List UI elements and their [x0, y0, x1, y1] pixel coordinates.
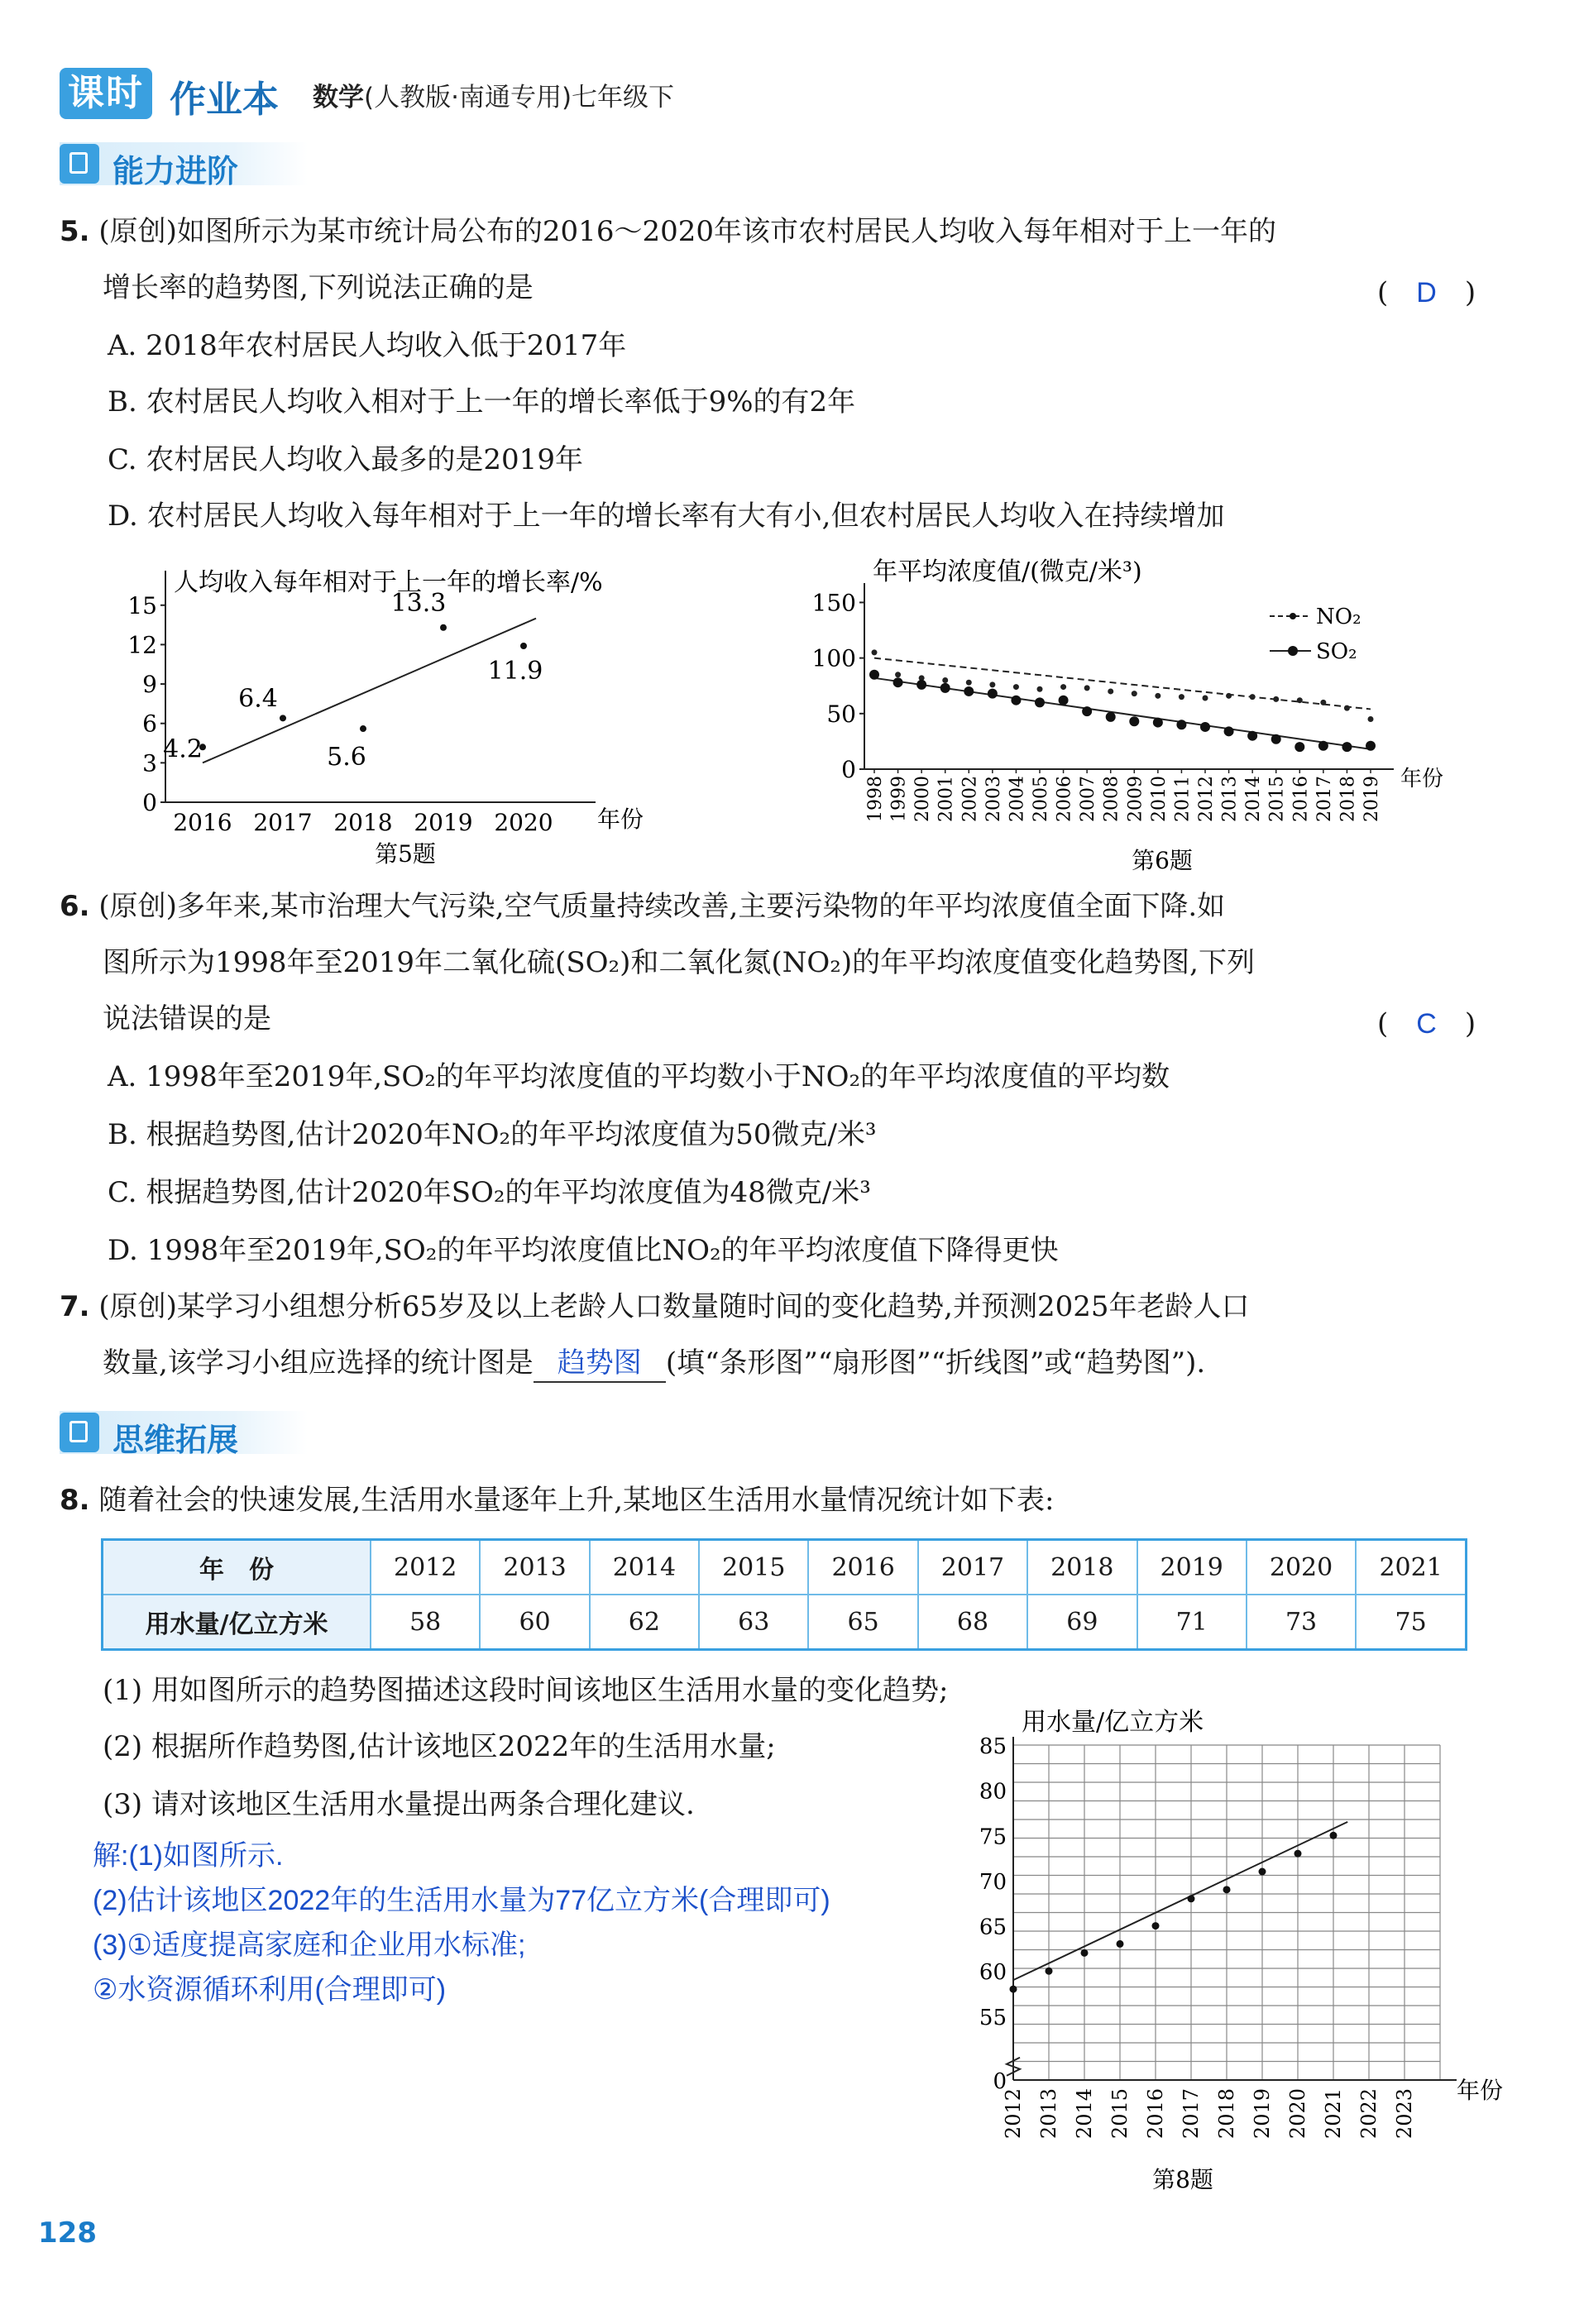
x-tick-label: 2015 [1266, 776, 1288, 822]
x-tick-label: 2012 [1196, 776, 1217, 822]
x-tick-label: 2016 [173, 809, 232, 836]
q5-option-b[interactable]: B. 农村居民人均收入相对于上一年的增长率低于9%的有2年 [108, 385, 856, 418]
data-point [1224, 726, 1234, 736]
data-point [1200, 722, 1210, 732]
chart-title: 用水量/亿立方米 [1022, 1708, 1204, 1737]
x-tick-label: 1999 [888, 776, 910, 822]
table-cell: 58 [371, 1595, 480, 1650]
y-tick-label: 9 [142, 671, 157, 699]
data-point [1046, 1968, 1053, 1975]
y-tick-label: 50 [826, 700, 856, 728]
x-tick-label: 2013 [1037, 2088, 1060, 2140]
q7-text2-pre: 数量,该学习小组应选择的统计图是 [103, 1346, 534, 1380]
subject: 数学 [313, 83, 364, 112]
table-header-value: 用水量/亿立方米 [103, 1595, 371, 1650]
x-tick-label: 2008 [1101, 776, 1122, 822]
q7-stem-line2 [103, 1345, 1205, 1383]
data-point [1176, 720, 1186, 729]
data-point [1250, 694, 1256, 700]
q5-answer: D [1416, 277, 1437, 308]
data-point [1203, 696, 1208, 701]
x-tick-label: 2001 [936, 776, 957, 822]
data-point [940, 683, 950, 693]
section-ability-label: 能力进阶 [112, 153, 239, 189]
q6-stem-line3: 说法错误的是 [103, 1002, 271, 1035]
table-row [103, 1595, 1467, 1650]
data-point [869, 670, 879, 680]
legend-marker [1288, 646, 1298, 656]
q7-stem-line1 [60, 1289, 1250, 1325]
chart-caption: 第6题 [1132, 847, 1193, 874]
data-point [1342, 742, 1352, 752]
q5-answer-box: ( D ) [1377, 276, 1476, 309]
data-point [1226, 693, 1232, 699]
data-point [895, 672, 901, 677]
logo-badge: 课时 [60, 68, 152, 119]
legend-label: SO₂ [1316, 639, 1357, 664]
data-point [1223, 1886, 1231, 1893]
x-tick-label: 2014 [1073, 2088, 1096, 2140]
data-point [1035, 697, 1045, 707]
q8-solution-2: (2)估计该地区2022年的生活用水量为77亿立方米(合理即可) [93, 1885, 830, 1916]
y-tick-label: 0 [993, 2069, 1007, 2094]
x-axis-label: 年份 [597, 806, 644, 833]
x-tick-label: 2000 [912, 776, 934, 822]
x-tick-label: 2023 [1393, 2088, 1416, 2140]
logo-title: 作业本 [170, 79, 279, 121]
chart-q5 [124, 562, 644, 877]
data-point [1294, 742, 1304, 752]
x-tick-label: 2017 [1314, 776, 1335, 822]
x-tick-label: 2002 [959, 776, 981, 822]
x-tick-label: 2017 [253, 809, 313, 836]
q6-text1: (原创)多年来,某市治理大气污染,空气质量持续改善,主要污染物的年平均浓度值全面下降.如 [98, 890, 1226, 923]
section-ability [60, 142, 308, 189]
chart-q5-group [127, 568, 644, 868]
y-tick-label: 12 [127, 631, 157, 659]
legend-label: NO₂ [1316, 605, 1361, 629]
table-cell: 2014 [590, 1540, 699, 1595]
x-tick-label: 2019 [1251, 2088, 1274, 2140]
data-point [360, 725, 366, 732]
q8-sub3: (3) 请对该地区生活用水量提出两条合理化建议. [103, 1788, 695, 1821]
q8-stem [60, 1482, 1054, 1518]
x-axis-label: 年份 [1400, 767, 1444, 791]
q5-option-a[interactable]: A. 2018年农村居民人均收入低于2017年 [108, 329, 627, 362]
chart-title: 年平均浓度值/(微克/米³) [873, 557, 1142, 586]
data-point [1152, 1922, 1160, 1929]
data-point [1179, 694, 1184, 700]
data-point [1108, 688, 1113, 694]
pencil-icon [60, 144, 99, 184]
q5-text1: (原创)如图所示为某市统计局公布的2016～2020年该市农村居民人均收入每年相对于上一年的 [98, 215, 1276, 248]
q6-option-a[interactable]: A. 1998年至2019年,SO₂的年平均浓度值的平均数小于NO₂的年平均浓度值的平均数 [108, 1060, 1170, 1093]
section-thinking-label: 思维拓展 [112, 1422, 239, 1458]
x-tick-label: 2009 [1125, 776, 1146, 822]
q5-stem-line2: 增长率的趋势图,下列说法正确的是 [103, 271, 534, 304]
data-point [1273, 696, 1279, 702]
data-point [1037, 686, 1043, 692]
chart-q8-group [979, 1708, 1503, 2193]
x-tick-label: 2018 [1215, 2088, 1238, 2140]
x-tick-label: 2019 [414, 809, 473, 836]
q7-blank[interactable] [534, 1345, 666, 1383]
table-cell: 69 [1027, 1595, 1137, 1650]
legend-marker [1290, 613, 1296, 619]
chart-title: 人均收入每年相对于上一年的增长率/% [174, 568, 603, 597]
x-tick-label: 2011 [1172, 776, 1194, 822]
x-tick-label: 2018 [1338, 776, 1359, 822]
data-point [1060, 684, 1066, 690]
data-label: 11.9 [487, 657, 543, 686]
x-tick-label: 2017 [1180, 2088, 1203, 2140]
q6-option-c[interactable]: C. 根据趋势图,估计2020年SO₂的年平均浓度值为48微克/米³ [108, 1176, 871, 1209]
table-cell: 68 [918, 1595, 1027, 1650]
data-point [1013, 684, 1019, 690]
table-cell: 2020 [1247, 1540, 1356, 1595]
y-tick-label: 0 [841, 756, 856, 783]
x-tick-label: 2022 [1357, 2088, 1381, 2140]
chart-q6-group [812, 557, 1443, 874]
y-tick-label: 0 [142, 789, 157, 816]
data-label: 13.3 [390, 588, 447, 618]
data-point [1155, 693, 1160, 699]
y-tick-label: 75 [979, 1824, 1007, 1850]
chart-caption: 第5题 [375, 840, 436, 868]
x-tick-label: 2006 [1054, 776, 1075, 822]
data-point [1106, 712, 1116, 722]
chart-q6 [806, 550, 1460, 877]
y-tick-label: 100 [811, 644, 856, 672]
data-point [1059, 696, 1069, 705]
q5-option-c[interactable]: C. 农村居民人均收入最多的是2019年 [108, 443, 583, 476]
data-point [440, 624, 447, 631]
data-label: 4.2 [163, 734, 203, 764]
y-tick-label: 6 [142, 710, 157, 738]
checklist-icon [60, 1413, 99, 1452]
x-axis-label: 年份 [1457, 2077, 1504, 2104]
x-tick-label: 2018 [333, 809, 393, 836]
table-cell: 73 [1247, 1595, 1356, 1650]
q6-option-b[interactable]: B. 根据趋势图,估计2020年NO₂的年平均浓度值为50微克/米³ [108, 1118, 877, 1151]
q6-option-d[interactable]: D. 1998年至2019年,SO₂的年平均浓度值比NO₂的年平均浓度值下降得更快 [108, 1234, 1059, 1267]
table-row [103, 1540, 1467, 1595]
q6-number: 6. [60, 890, 90, 923]
table-cell: 2012 [371, 1540, 480, 1595]
table-cell: 75 [1356, 1595, 1466, 1650]
axis-break [1007, 2058, 1020, 2076]
x-tick-label: 2013 [1219, 776, 1241, 822]
x-tick-label: 2015 [1108, 2088, 1132, 2140]
table-cell: 2013 [480, 1540, 589, 1595]
q5-stem-line1 [60, 213, 1276, 250]
data-point [1132, 691, 1137, 696]
x-tick-label: 2004 [1007, 776, 1028, 822]
q8-solution-4: ②水资源循环利用(合理即可) [93, 1974, 447, 2006]
table-cell: 2015 [699, 1540, 808, 1595]
data-point [1294, 1850, 1302, 1858]
x-tick-label: 2003 [983, 776, 1004, 822]
q7-number: 7. [60, 1290, 90, 1323]
x-tick-label: 2016 [1144, 2088, 1167, 2140]
data-point [1368, 716, 1374, 722]
q6-answer: C [1416, 1008, 1437, 1040]
data-point [1259, 1868, 1266, 1876]
x-tick-label: 2014 [1243, 776, 1265, 822]
table-cell: 65 [808, 1595, 917, 1650]
chart-q8 [935, 1708, 1504, 2204]
table-header-year: 年 份 [103, 1540, 371, 1595]
data-point [1129, 716, 1139, 726]
q5-option-d[interactable]: D. 农村居民人均收入每年相对于上一年的增长率有大有小,但农村居民人均收入在持续增加 [108, 500, 1225, 533]
q6-answer-box: ( C ) [1377, 1007, 1476, 1040]
q8-solution-1: 解:(1)如图所示. [93, 1840, 284, 1872]
y-tick-label: 65 [979, 1915, 1007, 1940]
data-point [1084, 685, 1090, 691]
x-tick-label: 2020 [1286, 2088, 1309, 2140]
q8-intro: 随着社会的快速发展,生活用水量逐年上升,某地区生活用水量情况统计如下表: [98, 1484, 1055, 1517]
q7-text2-post: (填“条形图”“扇形图”“折线图”或“趋势图”). [665, 1346, 1206, 1380]
y-tick-label: 150 [811, 589, 856, 617]
header-info [313, 76, 674, 113]
y-tick-label: 3 [142, 749, 157, 777]
y-tick-label: 15 [127, 591, 157, 619]
y-tick-label: 80 [979, 1779, 1007, 1805]
data-point [964, 686, 974, 696]
data-point [1188, 1895, 1195, 1902]
data-point [1011, 696, 1021, 705]
data-point [966, 680, 972, 686]
data-point [1330, 1832, 1338, 1839]
data-point [988, 689, 998, 699]
data-point [1297, 697, 1303, 703]
data-point [916, 680, 926, 690]
q5-number: 5. [60, 215, 90, 248]
data-point [520, 643, 527, 649]
x-tick-label: 2005 [1031, 776, 1051, 822]
y-tick-label: 55 [979, 2005, 1007, 2030]
table-cell: 2021 [1356, 1540, 1466, 1595]
data-point [872, 649, 878, 655]
x-tick-label: 2010 [1148, 776, 1170, 822]
data-point [989, 681, 995, 687]
y-tick-label: 85 [979, 1734, 1007, 1759]
q8-number: 8. [60, 1484, 90, 1517]
data-point [1010, 1986, 1017, 1993]
data-point [1153, 718, 1163, 728]
y-tick-label: 60 [979, 1960, 1007, 1986]
data-point [942, 677, 948, 683]
q8-solution-3: (3)①适度提高家庭和企业用水标准; [93, 1929, 526, 1961]
data-point [1320, 700, 1326, 705]
section-thinking [60, 1411, 308, 1458]
x-tick-label: 1998 [865, 776, 886, 822]
x-tick-label: 2020 [494, 809, 553, 836]
q7-text1: (原创)某学习小组想分析65岁及以上老龄人口数量随时间的变化趋势,并预测2025年老龄人口 [98, 1290, 1250, 1323]
x-tick-label: 2016 [1290, 776, 1312, 822]
q6-stem-line2: 图所示为1998年至2019年二氧化硫(SO₂)和二氧化氮(NO₂)的年平均浓度值变化趋势图,下列 [103, 946, 1255, 979]
water-usage-table [101, 1538, 1467, 1651]
x-tick-label: 2019 [1361, 776, 1382, 822]
data-point [1318, 741, 1328, 751]
q8-sub2: (2) 根据所作趋势图,估计该地区2022年的生活用水量; [103, 1730, 776, 1763]
y-tick-label: 70 [979, 1869, 1007, 1895]
q8-sub1: (1) 用如图所示的趋势图描述这段时间该地区生活用水量的变化趋势; [103, 1674, 949, 1707]
table-cell: 2019 [1137, 1540, 1247, 1595]
table-cell: 62 [590, 1595, 699, 1650]
table-cell: 60 [480, 1595, 589, 1650]
data-point [1366, 741, 1376, 751]
data-point [1271, 734, 1281, 744]
q6-stem-line1 [60, 888, 1225, 925]
data-label: 6.4 [238, 684, 278, 714]
data-point [1344, 705, 1350, 711]
table-cell: 71 [1137, 1595, 1247, 1650]
table-cell: 63 [699, 1595, 808, 1650]
x-tick-label: 2007 [1078, 776, 1099, 822]
series-trend-line [874, 658, 1371, 710]
data-point [1082, 706, 1092, 716]
x-tick-label: 2021 [1322, 2088, 1345, 2140]
x-tick-label: 2012 [1002, 2088, 1025, 2140]
data-point [1081, 1949, 1089, 1957]
edition: (人教版·南通专用)七年级下 [364, 83, 675, 112]
data-point [280, 715, 286, 721]
table-cell: 2016 [808, 1540, 917, 1595]
chart-caption: 第8题 [1152, 2166, 1213, 2193]
data-point [1117, 1940, 1124, 1948]
table-cell: 2018 [1027, 1540, 1137, 1595]
data-point [1247, 731, 1257, 741]
page-number: 128 [38, 2216, 97, 2250]
table-cell: 2017 [918, 1540, 1027, 1595]
data-point [893, 677, 903, 687]
q7-answer: 趋势图 [557, 1347, 642, 1379]
data-label: 5.6 [327, 743, 366, 772]
